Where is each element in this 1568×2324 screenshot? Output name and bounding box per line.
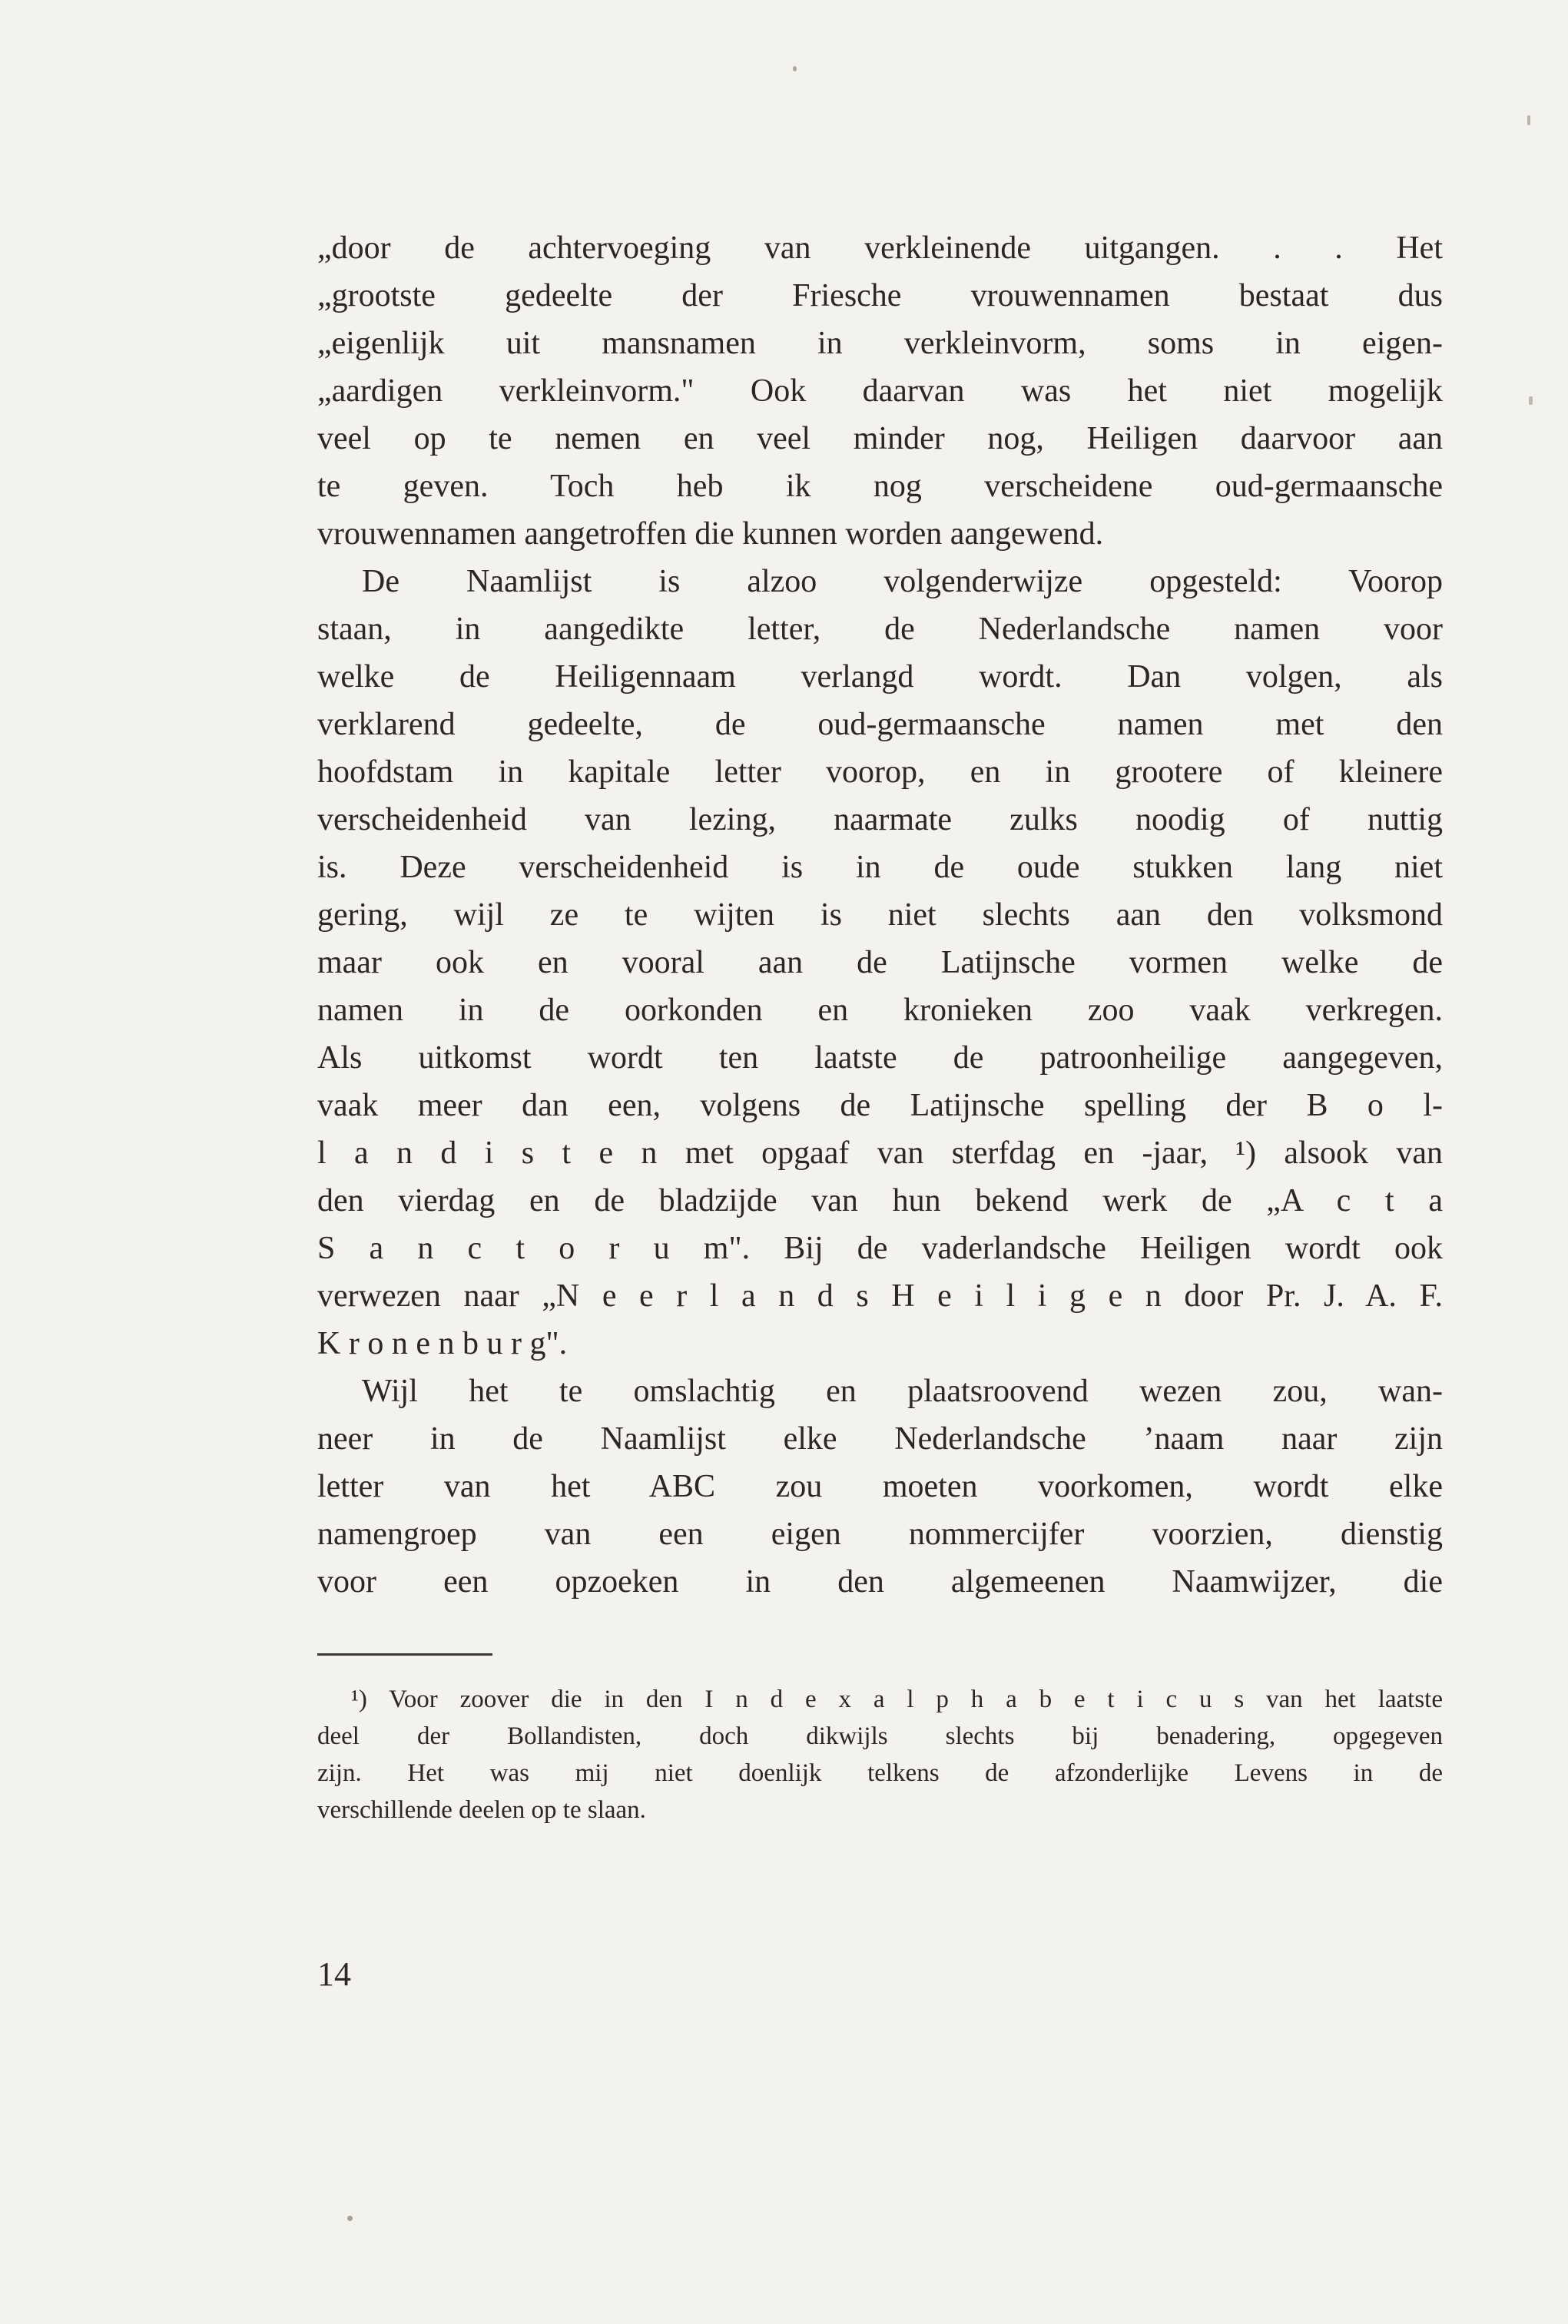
- text-line: Wijl het te omslachtig en plaatsroovend wezen zou, wan-: [362, 1374, 1443, 1409]
- text-line: vaak meer dan een, volgens de Latijnsche spelling der B o l-: [317, 1088, 1443, 1123]
- text-line: verscheidenheid van lezing, naarmate zulks noodig of nuttig: [317, 802, 1443, 837]
- text-line: verklarend gedeelte, de oud-germaansche namen met den: [317, 707, 1443, 742]
- text-line: „grootste gedeelte der Friesche vrouwennamen bestaat dus: [317, 278, 1443, 313]
- text-line: zijn. Het was mij niet doenlijk telkens de afzonderlijke Levens in de: [317, 1759, 1443, 1787]
- text-line: gering, wijl ze te wijten is niet slechts aan den volksmond: [317, 897, 1443, 933]
- footnote-divider: [317, 1653, 492, 1656]
- text-line: namengroep van een eigen nommercijfer voorzien, dienstig: [317, 1517, 1443, 1552]
- text-line: namen in de oorkonden en kronieken zoo vaak verkregen.: [317, 993, 1443, 1028]
- page-number: 14: [317, 1955, 351, 1993]
- text-line: verschillende deelen op te slaan.: [317, 1796, 646, 1824]
- text-line: l a n d i s t e n met opgaaf van sterfdag en -jaar, ¹) alsook van: [317, 1135, 1443, 1171]
- text-line: voor een opzoeken in den algemeenen Naamwijzer, die: [317, 1564, 1443, 1600]
- text-line: deel der Bollandisten, doch dikwijls slechts bij benadering, opgegeven: [317, 1722, 1443, 1750]
- scan-speck: [793, 66, 797, 71]
- text-line: maar ook en vooral aan de Latijnsche vormen welke de: [317, 945, 1443, 980]
- body-text: [317, 224, 1443, 1606]
- text-line: is. Deze verscheidenheid is in de oude stukken lang niet: [317, 850, 1443, 885]
- text-line: vrouwennamen aangetroffen die kunnen worden aangewend.: [317, 516, 1104, 552]
- text-line: hoofdstam in kapitale letter voorop, en in grootere of kleinere: [317, 754, 1443, 790]
- text-line: staan, in aangedikte letter, de Nederlandsche namen voor: [317, 612, 1443, 647]
- text-line: De Naamlijst is alzoo volgenderwijze opgesteld: Voorop: [362, 564, 1443, 599]
- scan-speck: [1527, 115, 1530, 125]
- footnote: [317, 1681, 1443, 1828]
- scan-speck: [347, 2216, 353, 2221]
- text-line: welke de Heiligennaam verlangd wordt. Dan volgen, als: [317, 659, 1443, 695]
- text-line: K r o n e n b u r g".: [317, 1326, 568, 1361]
- text-line: Als uitkomst wordt ten laatste de patroonheilige aangegeven,: [317, 1040, 1443, 1076]
- text-line: neer in de Naamlijst elke Nederlandsche ’naam naar zijn: [317, 1421, 1443, 1457]
- text-line: den vierdag en de bladzijde van hun bekend werk de „A c t a: [317, 1183, 1443, 1218]
- text-line: te geven. Toch heb ik nog verscheidene oud-germaansche: [317, 469, 1443, 504]
- text-line: ¹) Voor zoover die in den I n d e x a l p h a b e t i c u s van het laatste: [351, 1686, 1443, 1713]
- scan-speck: [1529, 396, 1533, 405]
- text-line: S a n c t o r u m". Bij de vaderlandsche Heiligen wordt ook: [317, 1231, 1443, 1266]
- text-line: veel op te nemen en veel minder nog, Heiligen daarvoor aan: [317, 421, 1443, 456]
- text-line: „eigenlijk uit mansnamen in verkleinvorm, soms in eigen-: [317, 326, 1443, 361]
- text-line: „door de achtervoeging van verkleinende uitgangen. . . Het: [317, 230, 1443, 266]
- text-line: „aardigen verkleinvorm." Ook daarvan was het niet mogelijk: [317, 373, 1443, 409]
- text-line: verwezen naar „N e e r l a n d s H e i l i g e n door Pr. J. A. F.: [317, 1278, 1443, 1314]
- text-line: letter van het ABC zou moeten voorkomen, wordt elke: [317, 1469, 1443, 1504]
